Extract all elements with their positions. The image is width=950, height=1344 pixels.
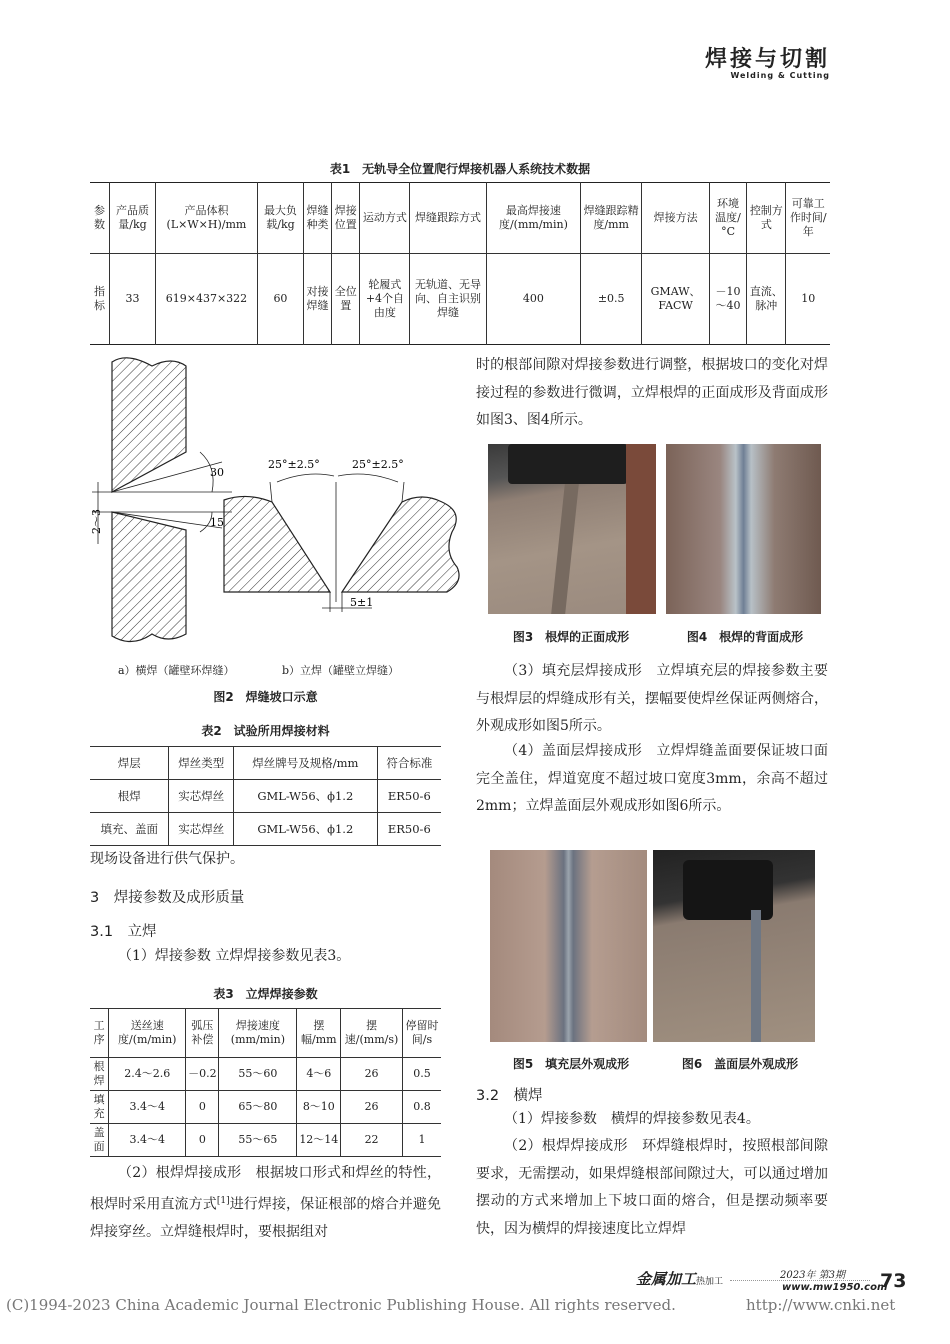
table1-header-cell: 环境温度/°C xyxy=(709,183,746,254)
table2-header-cell: 焊丝类型 xyxy=(169,747,233,780)
table1-caption: 表1 无轨导全位置爬行焊接机器人系统技术数据 xyxy=(329,162,591,176)
right-paragraph-3: （4）盖面层焊接成形 立焊焊缝盖面要保证坡口面完全盖住，焊道宽度不超过坡口宽度3mm，余高不超过2mm；立焊盖面层外观成形如图6所示。 xyxy=(476,743,828,814)
table1-data-cell: 400 xyxy=(486,254,580,345)
label-15: 15 xyxy=(210,516,224,529)
copyright: (C)1994-2023 China Academic Journal Electronic Publishing House. All rights reserved. xyxy=(6,1296,676,1314)
table2 xyxy=(90,746,441,846)
section-3-1-heading: 3.1 立焊 xyxy=(90,924,157,940)
paragraph-text: 进行焊接，保证根部的熔合并避免焊接穿丝。立焊缝根焊时，要根据组对 xyxy=(90,1196,441,1240)
figure6-photo xyxy=(653,850,815,1042)
citation: [1] xyxy=(216,1195,230,1206)
table2-row-cell: 填充、盖面 xyxy=(90,813,169,846)
label-angle-right: 25°±2.5° xyxy=(352,458,404,471)
table3-header-cell: 停留时间/s xyxy=(402,1009,441,1058)
table3-caption: 表3 立焊焊接参数 xyxy=(213,987,318,1001)
table3-row-cell: 55～60 xyxy=(219,1058,297,1091)
brand-sub: 热加工 xyxy=(696,1277,724,1287)
table3-row-cell: 0 xyxy=(186,1091,219,1124)
label-30: 30 xyxy=(210,466,224,479)
table3-row-cell: 0 xyxy=(186,1124,219,1157)
table2-row-cell: 实芯焊丝 xyxy=(169,780,233,813)
figure6-caption: 图6 盖面层外观成形 xyxy=(681,1057,799,1071)
table1-header-cell: 焊接方法 xyxy=(642,183,710,254)
table3-header-cell: 摆幅/mm xyxy=(297,1009,341,1058)
figure5-photo xyxy=(490,850,647,1042)
table2-header-cell: 符合标准 xyxy=(377,747,441,780)
right-groove-plate xyxy=(342,497,459,592)
table3-row-cell: 55～65 xyxy=(219,1124,297,1157)
table3-row-cell: 65～80 xyxy=(219,1091,297,1124)
page-number: 73 xyxy=(880,1270,907,1292)
section-3-2-heading: 3.2 横焊 xyxy=(476,1088,543,1104)
table1-data-cell: 无轨道、无导向、自主识别焊缝 xyxy=(410,254,486,345)
table1-data-cell: 10 xyxy=(786,254,830,345)
table1-data-cell: －10～40 xyxy=(709,254,746,345)
upper-plate xyxy=(112,358,186,492)
figure4-caption: 图4 根焊的背面成形 xyxy=(686,630,804,644)
table1-header-cell: 可靠工作时间/年 xyxy=(786,183,830,254)
table3-row-cell: 盖面 xyxy=(90,1124,109,1157)
table3-header-cell: 弧压补偿 xyxy=(186,1009,219,1058)
section-3-heading: 3 焊接参数及成形质量 xyxy=(90,890,245,906)
table3-header-cell: 工序 xyxy=(90,1009,109,1058)
figure5-caption: 图5 填充层外观成形 xyxy=(512,1057,630,1071)
table3-row-cell: 3.4～4 xyxy=(109,1124,186,1157)
footer-url: www.mw1950.com xyxy=(782,1282,888,1293)
table3-row-cell: 填充 xyxy=(90,1091,109,1124)
paragraph-text: （2）根焊焊接成形 根据坡口形式和焊丝的特性，根焊时采用直流方式 xyxy=(90,1165,441,1213)
table3-row-cell: 0.5 xyxy=(402,1058,441,1091)
table3-row-cell: 2.4～2.6 xyxy=(109,1058,186,1091)
table1-data-cell: 直流、脉冲 xyxy=(747,254,786,345)
journal-header xyxy=(705,42,830,80)
table1-header-cell: 焊接位置 xyxy=(332,183,360,254)
table1-data-cell: 指标 xyxy=(94,284,106,312)
table3-row-cell: 22 xyxy=(341,1124,403,1157)
table2-header-cell: 焊丝牌号及规格/mm xyxy=(233,747,377,780)
table1-header-cell: 焊缝跟踪方式 xyxy=(410,183,486,254)
table2-row-cell: ER50-6 xyxy=(377,780,441,813)
table1-header-cell: 产品质量/kg xyxy=(110,183,156,254)
table1-header-cell: 焊缝跟踪精度/mm xyxy=(581,183,642,254)
paragraph: 现场设备进行供气保护。 xyxy=(90,851,244,867)
figure2-sub-b: b）立焊（罐壁立焊缝） xyxy=(282,664,400,677)
table3-row-cell: 根焊 xyxy=(90,1058,109,1091)
table2-caption: 表2 试验所用焊接材料 xyxy=(201,724,330,738)
journal-title-en: Welding & Cutting xyxy=(730,71,830,80)
left-column-top xyxy=(90,846,441,874)
table3-row-cell: 3.4～4 xyxy=(109,1091,186,1124)
footer-brand xyxy=(636,1268,723,1289)
right-paragraph-2: （3）填充层焊接成形 立焊填充层的焊接参数主要与根焊层的焊缝成形有关，摆幅要使焊丝保证两侧熔合，外观成形如图5所示。 xyxy=(476,663,828,734)
table3-row-cell: 12～14 xyxy=(297,1124,341,1157)
table3-row-cell: 26 xyxy=(341,1091,403,1124)
table1-header-cell: 产品体积(L×W×H)/mm xyxy=(155,183,257,254)
table1-header-cell: 最大负载/kg xyxy=(258,183,304,254)
paragraph-root-weld xyxy=(90,1160,441,1246)
table1-data-cell: 60 xyxy=(258,254,304,345)
table1-data-cell: 33 xyxy=(110,254,156,345)
table3-header-cell: 焊接速度(mm/min) xyxy=(219,1009,297,1058)
table2-row-cell: GML-W56、ϕ1.2 xyxy=(233,780,377,813)
table3-row-cell: 0.8 xyxy=(402,1091,441,1124)
table1-header-cell: 焊缝种类 xyxy=(303,183,331,254)
table2-row-cell: 实芯焊丝 xyxy=(169,813,233,846)
table1-data-cell: 轮履式+4个自由度 xyxy=(360,254,410,345)
figure3-photo xyxy=(488,444,656,614)
table3-header-cell: 送丝速度/(m/min) xyxy=(109,1009,186,1058)
table3-header-cell: 摆速/(mm/s) xyxy=(341,1009,403,1058)
figure2-sub-a: a）横焊（罐壁环焊缝） xyxy=(118,664,235,677)
right-paragraph-4: （1）焊接参数 横焊的焊接参数见表4。 xyxy=(504,1111,760,1127)
table3-row-cell: 1 xyxy=(402,1124,441,1157)
table2-row-cell: ER50-6 xyxy=(377,813,441,846)
right-paragraph-5: （2）根焊焊接成形 环焊缝根焊时，按照根部间隙要求，无需摆动，如果焊缝根部间隙过大，可以通过增加摆动的方式来增加上下坡口面的熔合，但是摆动频率要快，因为横焊的焊接速度比立焊焊 xyxy=(476,1138,828,1237)
table1 xyxy=(90,182,830,345)
paragraph: （1）焊接参数 立焊焊接参数见表3。 xyxy=(118,948,351,964)
label-angle-left: 25°±2.5° xyxy=(268,458,320,471)
cnki-link[interactable]: http://www.cnki.net xyxy=(746,1296,896,1314)
left-groove-plate xyxy=(224,496,330,592)
figure4-photo xyxy=(666,444,821,614)
table3 xyxy=(90,1008,441,1157)
table2-header-cell: 焊层 xyxy=(90,747,169,780)
figure2-caption: 图2 焊缝坡口示意 xyxy=(213,690,318,704)
table3-row-cell: －0.2 xyxy=(186,1058,219,1091)
journal-title-cn: 焊接与切割 xyxy=(704,47,830,72)
table1-header-cell: 参数 xyxy=(90,183,110,254)
table2-row-cell: 根焊 xyxy=(90,780,169,813)
brand-name: 金属加工 xyxy=(636,1270,697,1288)
table3-row-cell: 4～6 xyxy=(297,1058,341,1091)
table3-row-cell: 8～10 xyxy=(297,1091,341,1124)
table1-data-cell: 全位置 xyxy=(332,254,360,345)
table1-header-cell: 控制方式 xyxy=(747,183,786,254)
footer-issue: 2023年 第3期 xyxy=(780,1270,845,1281)
table2-row-cell: GML-W56、ϕ1.2 xyxy=(233,813,377,846)
table1-data-cell: 619×437×322 xyxy=(155,254,257,345)
table1-data-cell: ±0.5 xyxy=(581,254,642,345)
lower-plate xyxy=(112,512,186,642)
table1-header-cell: 最高焊接速度/(mm/min) xyxy=(486,183,580,254)
right-paragraph-1: 时的根部间隙对焊接参数进行调整，根据坡口的变化对焊接过程的参数进行微调，立焊根焊的正面成形及背面成形如图3、图4所示。 xyxy=(476,357,828,428)
label-gap-left: 2～3 xyxy=(90,509,103,534)
table3-row-cell: 26 xyxy=(341,1058,403,1091)
table1-data-cell: 对接焊缝 xyxy=(303,254,331,345)
table1-header-cell: 运动方式 xyxy=(360,183,410,254)
figure2-diagram xyxy=(72,352,472,652)
table1-data-cell: GMAW、FACW xyxy=(642,254,710,345)
label-root-gap: 5±1 xyxy=(350,596,374,609)
figure3-caption: 图3 根焊的正面成形 xyxy=(512,630,630,644)
